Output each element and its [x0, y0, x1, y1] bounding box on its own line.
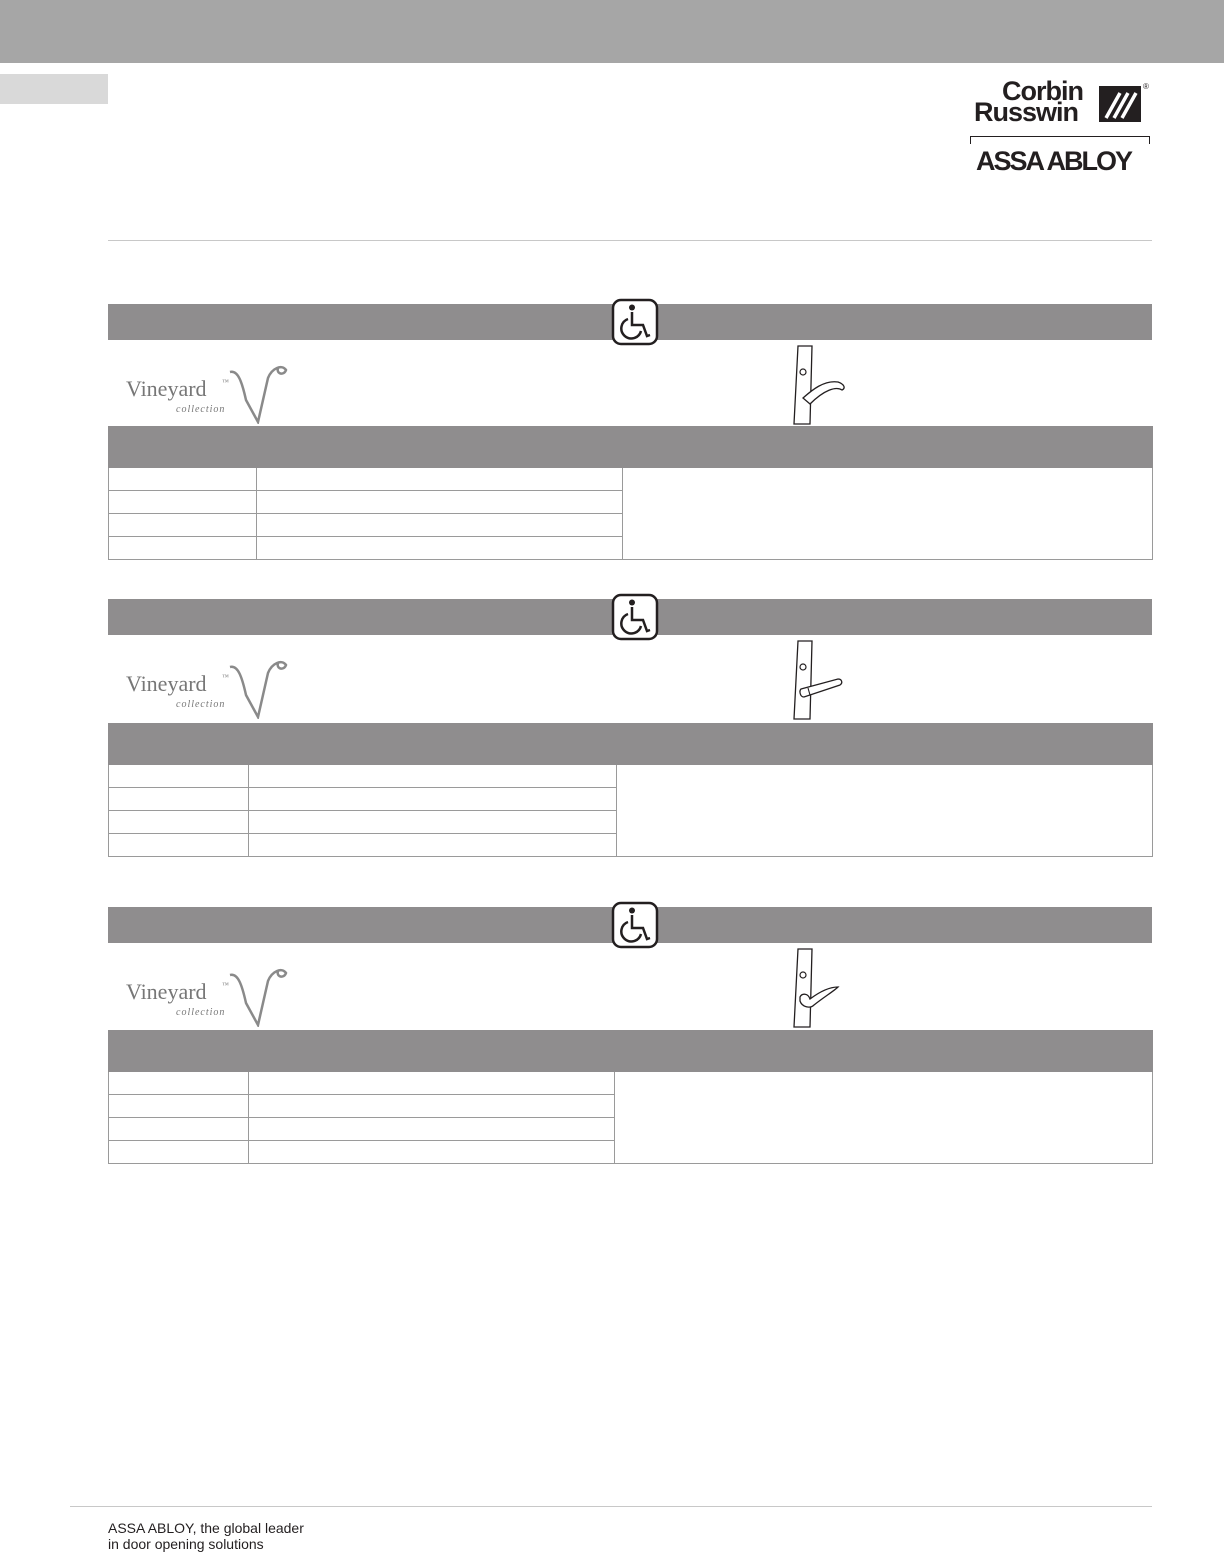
svg-text:™: ™ [222, 981, 229, 989]
wheelchair-accessibility-icon [611, 298, 659, 346]
svg-text:™: ™ [222, 673, 229, 681]
footer-rule [70, 1506, 1152, 1507]
logo-russwin-text: Russwin [974, 97, 1079, 127]
product-section-2 [108, 599, 1152, 855]
corbin-russwin-mark-icon [1098, 85, 1142, 123]
registered-mark: ® [1143, 82, 1149, 91]
logo-corbin-text: Corbin [1002, 76, 1083, 106]
top-header-bar [0, 0, 1224, 63]
svg-text:collection: collection [176, 1007, 226, 1018]
svg-text:collection: collection [176, 404, 226, 415]
table-row [109, 1072, 1153, 1095]
svg-text:™: ™ [222, 378, 229, 386]
straight-lever-trim-icon [788, 639, 852, 723]
header-rule [108, 240, 1152, 241]
logo-divider [970, 136, 1150, 144]
footer-tagline [108, 1520, 304, 1552]
vineyard-collection-logo [126, 655, 288, 719]
table-row [109, 765, 1153, 788]
table-row [109, 468, 1153, 491]
footer-line-2: in door opening solutions [108, 1536, 264, 1552]
table-header-row [109, 724, 1153, 765]
table-header-row [109, 427, 1153, 468]
section-tab [0, 74, 108, 104]
spec-table [108, 426, 1153, 560]
corbin-russwin-logo [970, 76, 1160, 180]
scroll-lever-trim-icon [788, 344, 852, 428]
footer-line-1: ASSA ABLOY, the global leader [108, 1520, 304, 1536]
assa-abloy-text: ASSA ABLOY [976, 146, 1132, 176]
curved-lever-trim-icon [788, 947, 852, 1031]
vineyard-logo-text: Vineyard [126, 671, 207, 696]
spec-table [108, 723, 1153, 857]
vineyard-logo-text: Vineyard [126, 376, 207, 401]
table-notes-cell [617, 765, 1153, 857]
table-notes-cell [615, 1072, 1153, 1164]
svg-text:collection: collection [176, 699, 226, 710]
table-notes-cell [623, 468, 1153, 560]
product-section-1 [108, 304, 1152, 560]
table-header-row [109, 1031, 1153, 1072]
wheelchair-accessibility-icon [611, 901, 659, 949]
vineyard-logo-text: Vineyard [126, 979, 207, 1004]
vineyard-collection-logo [126, 963, 288, 1027]
spec-table [108, 1030, 1153, 1164]
product-section-3 [108, 907, 1152, 1163]
wheelchair-accessibility-icon [611, 593, 659, 641]
vineyard-collection-logo [126, 360, 288, 424]
